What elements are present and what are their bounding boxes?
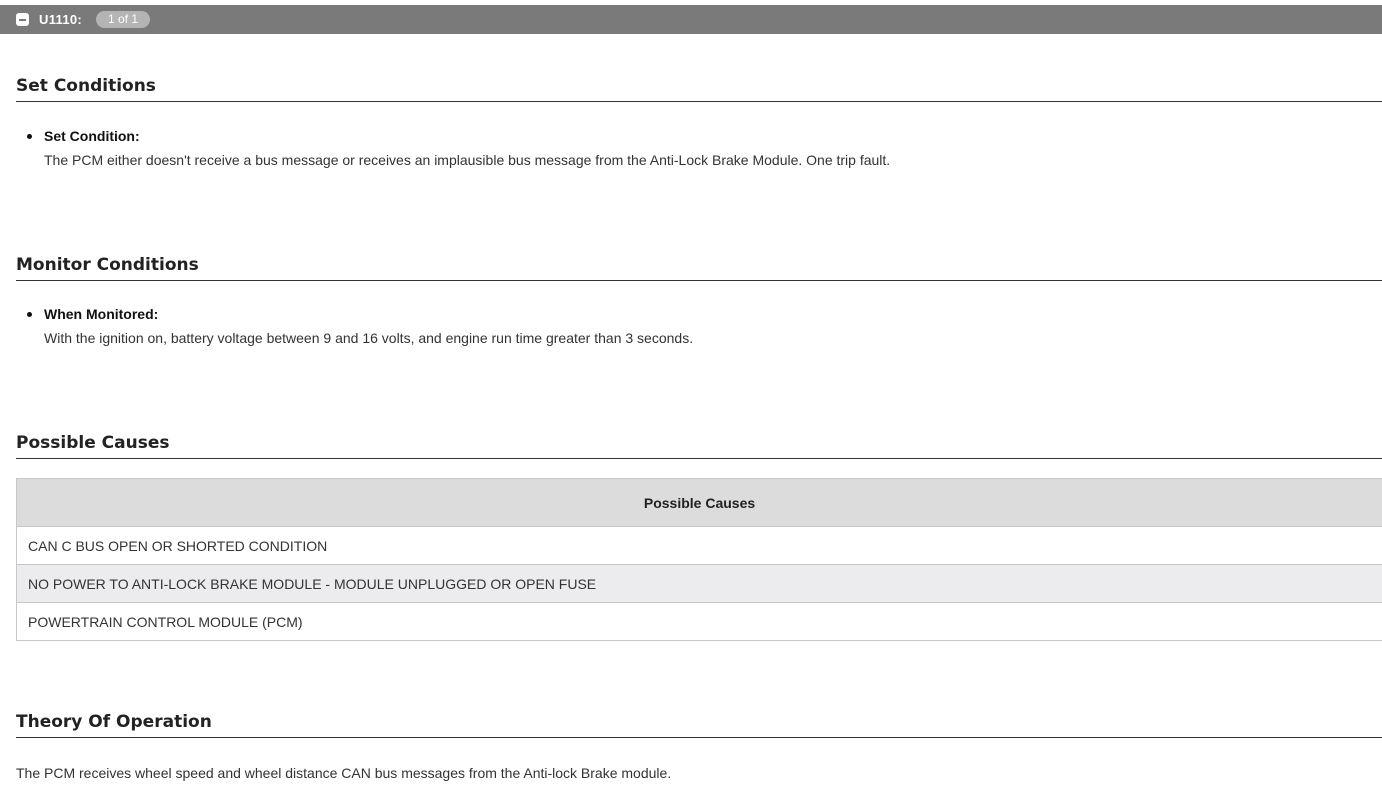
table-cell: NO POWER TO ANTI-LOCK BRAKE MODULE - MODULE UNPLUGGED OR OPEN FUSE bbox=[17, 565, 1382, 603]
theory-text: The PCM receives wheel speed and wheel distance CAN bus messages from the Anti-lock Brake module. bbox=[16, 765, 672, 781]
theory-heading: Theory Of Operation bbox=[16, 712, 1382, 738]
monitor-condition-text: With the ignition on, battery voltage between 9 and 16 volts, and engine run time greater than 3 seconds. bbox=[44, 330, 694, 346]
possible-causes-table bbox=[16, 478, 1382, 641]
set-condition-label: Set Condition: bbox=[27, 128, 890, 144]
monitor-condition-label: When Monitored: bbox=[27, 306, 693, 322]
dtc-code: U1110: bbox=[39, 12, 83, 27]
pager-badge: 1 of 1 bbox=[96, 11, 150, 28]
monitor-conditions-heading: Monitor Conditions bbox=[16, 255, 1382, 281]
dtc-header-bar bbox=[0, 5, 1382, 34]
set-condition-text: The PCM either doesn't receive a bus message or receives an implausible bus message from the Anti-Lock Brake Module. One trip fault. bbox=[44, 152, 891, 168]
collapse-icon[interactable] bbox=[16, 13, 29, 26]
monitor-condition-item bbox=[27, 306, 693, 346]
table-header: Possible Causes bbox=[17, 479, 1382, 527]
set-condition-item bbox=[27, 128, 890, 168]
table-cell: CAN C BUS OPEN OR SHORTED CONDITION bbox=[17, 527, 1382, 565]
table-cell: POWERTRAIN CONTROL MODULE (PCM) bbox=[17, 603, 1382, 641]
set-conditions-heading: Set Conditions bbox=[16, 76, 1382, 102]
table-row bbox=[17, 565, 1382, 603]
table-row bbox=[17, 603, 1382, 641]
table-row bbox=[17, 527, 1382, 565]
possible-causes-heading: Possible Causes bbox=[16, 433, 1382, 459]
